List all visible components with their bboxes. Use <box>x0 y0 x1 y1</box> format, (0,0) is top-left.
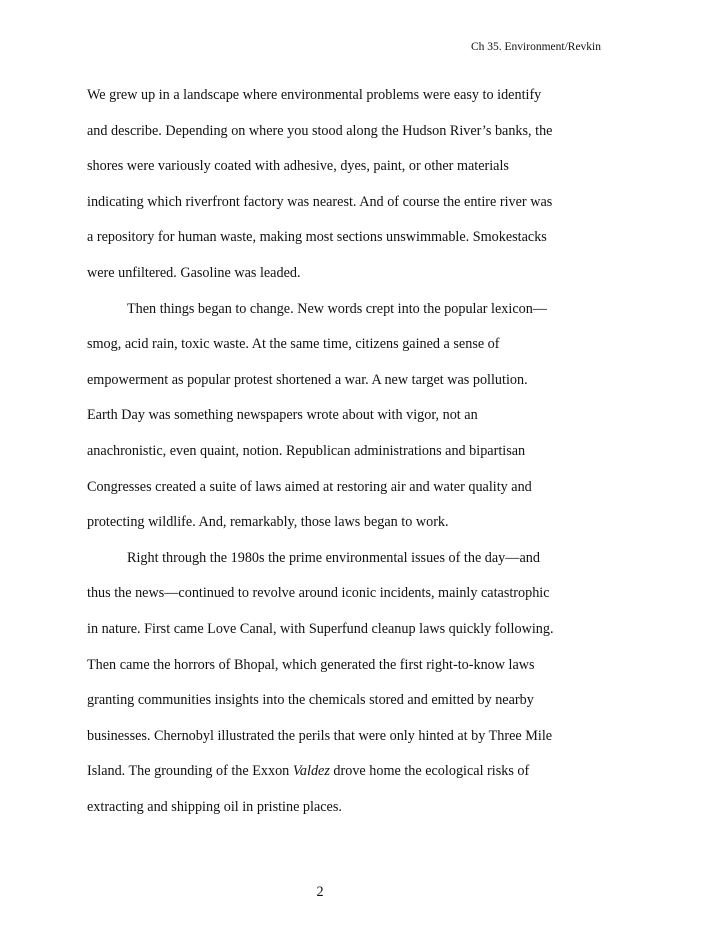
text-line: protecting wildlife. And, remarkably, those laws began to work. <box>87 514 449 531</box>
text-line: businesses. Chernobyl illustrated the perils that were only hinted at by Three Mile <box>87 727 553 744</box>
text-line: Then came the horrors of Bhopal, which generated the first right-to-know laws <box>87 656 535 673</box>
body-text <box>87 85 667 832</box>
text-line: indicating which riverfront factory was nearest. And of course the entire river was <box>87 193 553 210</box>
text-line: Right through the 1980s the prime environmental issues of the day—and <box>127 549 540 566</box>
text-line: Then things began to change. New words crept into the popular lexicon— <box>127 300 547 317</box>
text-line: granting communities insights into the chemicals stored and emitted by nearby <box>87 692 534 709</box>
text-line: Earth Day was something newspapers wrote about with vigor, not an <box>87 407 478 424</box>
text-line: were unfiltered. Gasoline was leaded. <box>87 264 301 281</box>
text-line: and describe. Depending on where you stood along the Hudson River’s banks, the <box>87 122 553 139</box>
text-line <box>87 761 667 797</box>
text-line: empowerment as popular protest shortened a war. A new target was pollution. <box>87 371 528 388</box>
text-line: extracting and shipping oil in pristine places. <box>87 798 342 815</box>
text-segment: drove home the ecological risks of <box>329 763 530 780</box>
page-number-value: 2 <box>316 884 324 900</box>
running-head: Ch 35. Environment/Revkin <box>470 41 601 53</box>
text-segment: Island. The grounding of the Exxon <box>87 763 293 780</box>
text-line: Congresses created a suite of laws aimed at restoring air and water quality and <box>87 478 532 495</box>
text-line: We grew up in a landscape where environmental problems were easy to identify <box>87 87 542 103</box>
text-line: in nature. First came Love Canal, with Superfund cleanup laws quickly following. <box>87 620 554 637</box>
page-number <box>0 884 728 901</box>
text-line: thus the news—continued to revolve around iconic incidents, mainly catastrophic <box>87 585 550 602</box>
ship-name: Valdez <box>292 763 330 780</box>
text-line: smog, acid rain, toxic waste. At the same time, citizens gained a sense of <box>87 336 500 353</box>
text-line: shores were variously coated with adhesive, dyes, paint, or other materials <box>87 158 509 175</box>
text-line: a repository for human waste, making most sections unswimmable. Smokestacks <box>87 229 547 246</box>
text-line: anachronistic, even quaint, notion. Republican administrations and bipartisan <box>87 442 526 459</box>
